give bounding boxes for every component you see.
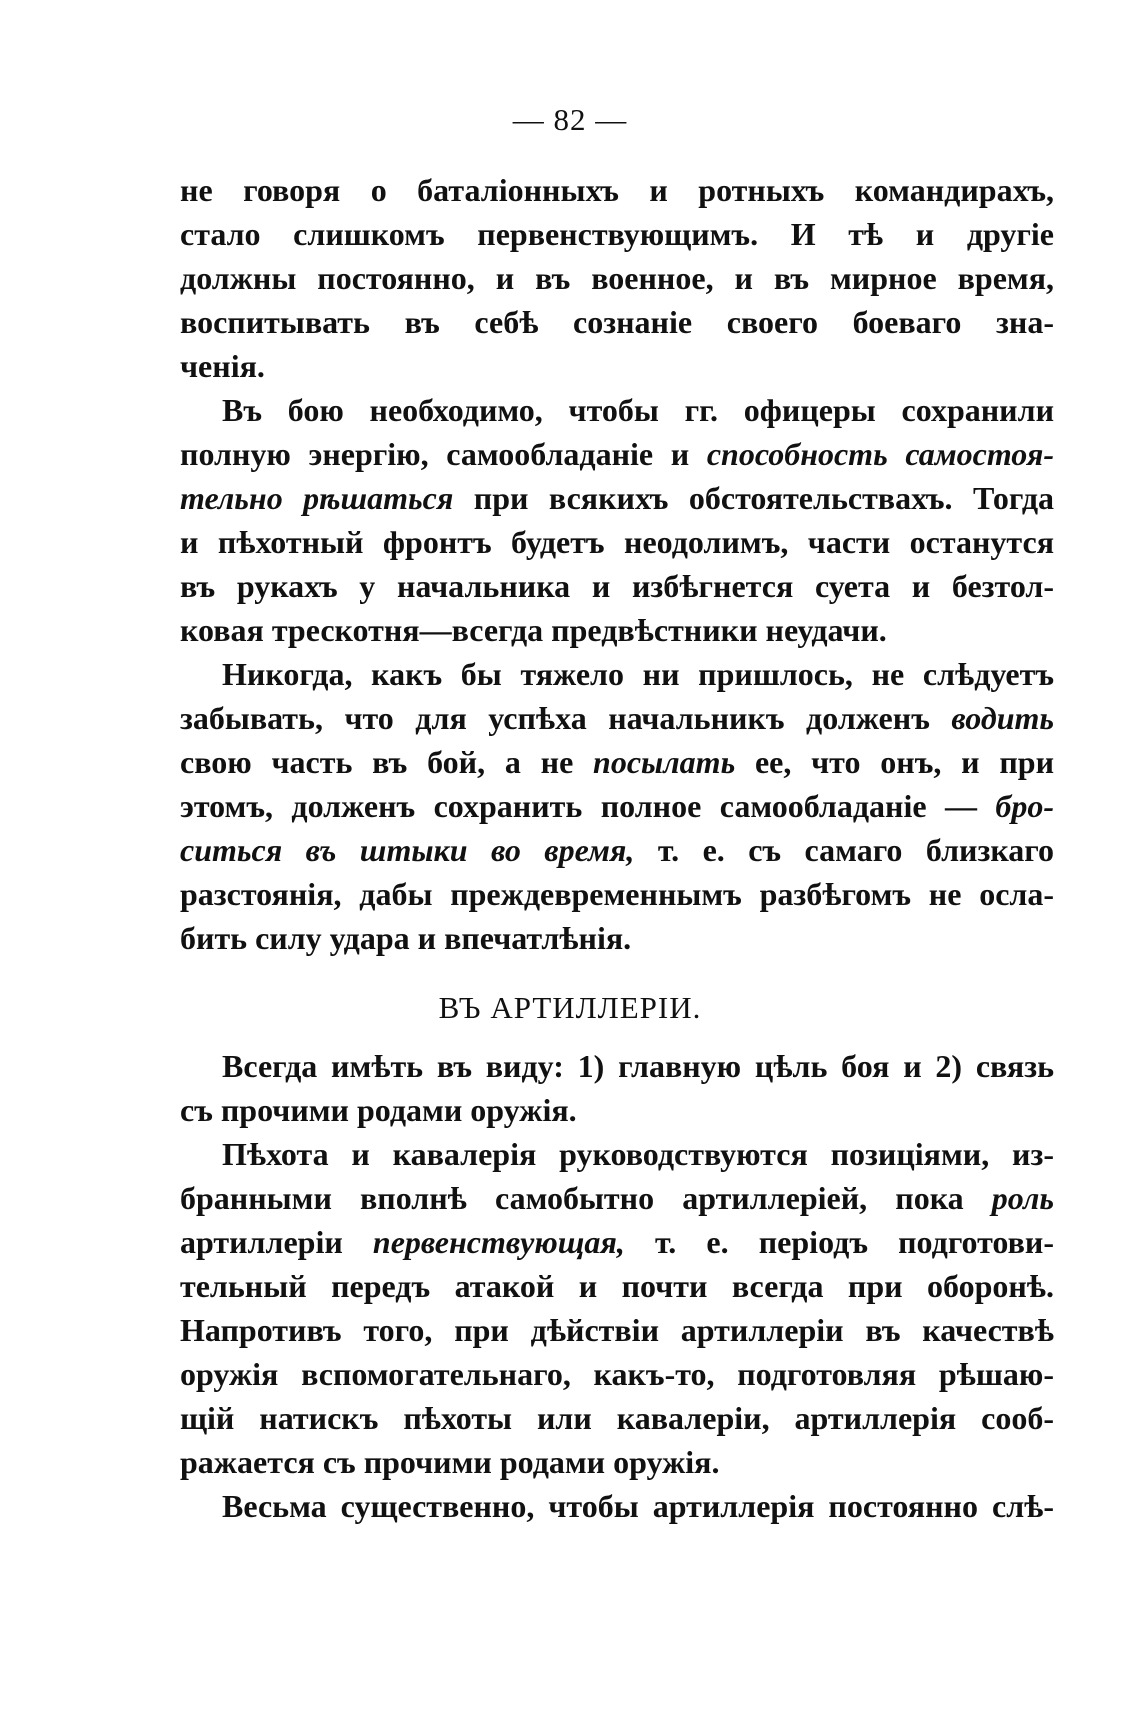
text-run: забывать, что для успѣха начальникъ долженъ — [180, 700, 952, 736]
text-line — [180, 212, 1054, 256]
text-run: этомъ, долженъ сохранить полное самообладаніе — — [180, 788, 996, 824]
text-line — [180, 432, 1054, 476]
text-line — [180, 784, 1054, 828]
text-run: Никогда, какъ бы тяжело ни пришлось, не слѣдуетъ — [222, 656, 1054, 692]
text-line — [180, 520, 1054, 564]
text-run: ражается съ прочими родами оружія. — [180, 1444, 720, 1480]
text-run: свою часть въ бой, а не — [180, 744, 594, 780]
text-line — [180, 916, 1054, 960]
text-run: бранными вполнѣ самобытно артиллеріей, пока — [180, 1180, 992, 1216]
emphasis-run: тельно рѣшаться — [180, 480, 454, 516]
emphasis-run: способность самостоя- — [706, 436, 1055, 472]
text-run: Весьма существенно, чтобы артиллерія постоянно слѣ- — [222, 1488, 1054, 1524]
text-run: Пѣхота и кавалерія руководствуются позиціями, из- — [222, 1136, 1054, 1172]
text-line — [180, 1220, 1054, 1264]
text-run: оружія вспомогательнаго, какъ-то, подготовляя рѣшаю- — [180, 1356, 1054, 1392]
text-line — [180, 1088, 1054, 1132]
section-heading: ВЪ АРТИЛЛЕРІИ. — [438, 990, 702, 1025]
text-run: артиллеріи — [180, 1224, 373, 1260]
text-line — [180, 1044, 1054, 1088]
text-run: не говоря о баталіонныхъ и ротныхъ командирахъ, — [180, 172, 1054, 208]
text-line — [180, 1440, 1054, 1484]
text-line — [180, 344, 1054, 388]
emphasis-run: первенствующая, — [372, 1224, 625, 1260]
text-run: Всегда имѣть въ виду: 1) главную цѣль боя и 2) связь — [222, 1048, 1054, 1084]
text-run: полную энергію, самообладаніе и — [180, 436, 707, 472]
text-run: Въ бою необходимо, чтобы гг. офицеры сохранили — [222, 392, 1054, 428]
text-line — [180, 828, 1054, 872]
text-line — [180, 652, 1054, 696]
text-line — [180, 1176, 1054, 1220]
text-run: ченія. — [180, 348, 265, 384]
text-line — [180, 168, 1054, 212]
text-block-artillery — [180, 1044, 1054, 1528]
text-run: воспитывать въ себѣ сознаніе своего боеваго зна- — [180, 304, 1054, 340]
text-run: бить силу удара и впечатлѣнія. — [180, 920, 632, 956]
text-line — [180, 1308, 1054, 1352]
text-line — [180, 1396, 1054, 1440]
text-run: Напротивъ того, при дѣйствіи артиллеріи въ качествѣ — [180, 1312, 1054, 1348]
page-number: — 82 — — [512, 102, 628, 137]
text-run: и пѣхотный фронтъ будетъ неодолимъ, части останутся — [180, 524, 1054, 560]
emphasis-run: посылать — [593, 744, 736, 780]
text-line — [180, 300, 1054, 344]
emphasis-run: водить — [951, 700, 1054, 736]
text-run: т. е. съ самаго близкаго — [634, 832, 1055, 868]
text-line — [180, 872, 1054, 916]
text-run: при всякихъ обстоятельствахъ. Тогда — [453, 480, 1054, 516]
text-line — [180, 476, 1054, 520]
text-run: въ рукахъ у начальника и избѣгнется суета и безтол- — [180, 568, 1054, 604]
text-run: ее, что онъ, и при — [735, 744, 1055, 780]
text-block-infantry — [180, 168, 1054, 960]
text-line — [180, 1484, 1054, 1528]
emphasis-run: ситься въ штыки во время, — [180, 832, 635, 868]
emphasis-run: роль — [991, 1180, 1054, 1216]
text-run: тельный передъ атакой и почти всегда при оборонѣ. — [180, 1268, 1054, 1304]
text-line — [180, 1352, 1054, 1396]
text-run: съ прочими родами оружія. — [180, 1092, 577, 1128]
text-line — [180, 608, 1054, 652]
text-line — [180, 388, 1054, 432]
text-line — [180, 1132, 1054, 1176]
text-line — [180, 696, 1054, 740]
text-line — [180, 564, 1054, 608]
text-run: стало слишкомъ первенствующимъ. И тѣ и другіе — [180, 216, 1054, 252]
text-run: ковая трескотня—всегда предвѣстники неудачи. — [180, 612, 887, 648]
text-run: щій натискъ пѣхоты или кавалеріи, артиллерія сооб- — [180, 1400, 1054, 1436]
text-line — [180, 1264, 1054, 1308]
text-line — [180, 256, 1054, 300]
emphasis-run: бро- — [995, 788, 1054, 824]
text-run: должны постоянно, и въ военное, и въ мирное время, — [180, 260, 1054, 296]
text-line — [180, 740, 1054, 784]
text-run: разстоянія, дабы преждевременнымъ разбѣгомъ не осла- — [180, 876, 1054, 912]
text-run: т. е. періодъ подготови- — [624, 1224, 1055, 1260]
